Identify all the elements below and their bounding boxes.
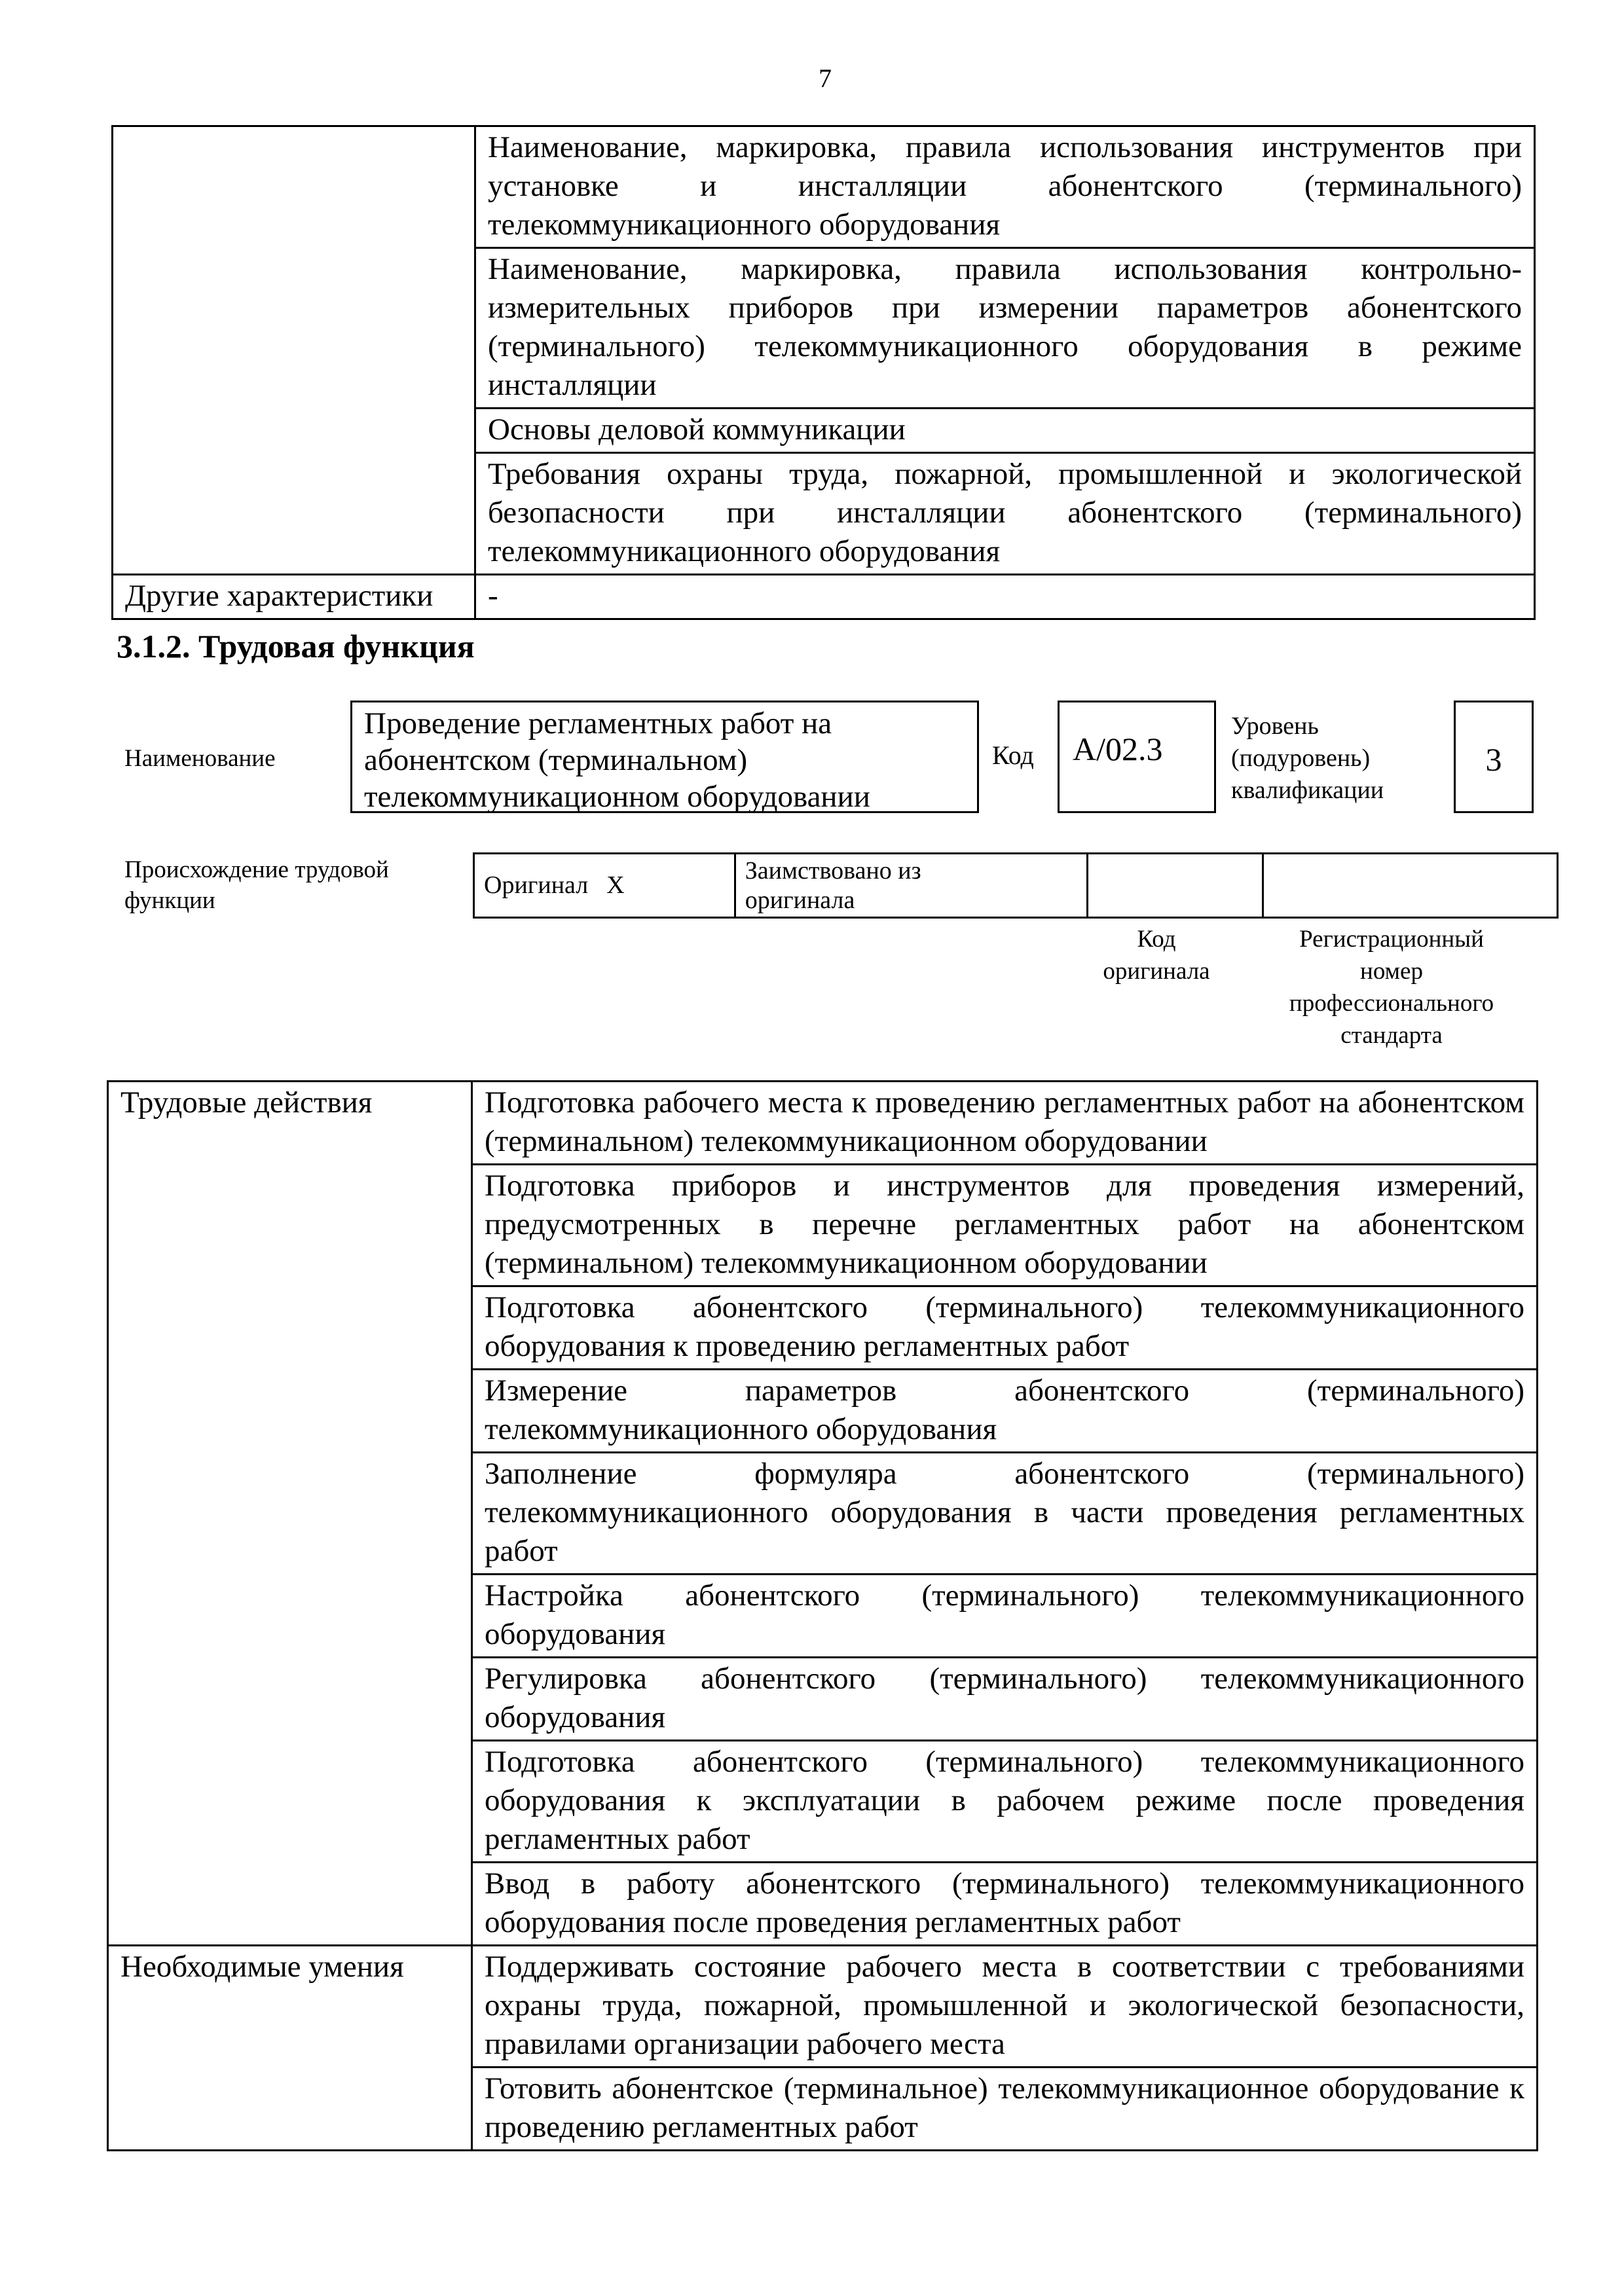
caption-line: Регистрационный (1299, 926, 1484, 953)
qualification-level-value: 3 (1454, 701, 1534, 813)
required-skills-label: Необходимые умения (108, 1946, 472, 2151)
function-name-line: телекоммуникационном оборудовании (364, 780, 870, 814)
caption-line: Код (1137, 926, 1176, 953)
origin-registration-cell (1263, 854, 1557, 918)
required-skill-item: Поддерживать состояние рабочего места в соответствии с требованиями охраны труда, пожарной, промышленной и экологической безопасности, правилами организации рабочего места (472, 1946, 1538, 2068)
other-characteristics-label: Другие характеристики (113, 575, 475, 619)
labor-action-item: Измерение параметров абонентского (терминального) телекоммуникационного оборудования (472, 1370, 1538, 1453)
labor-action-item: Регулировка абонентского (терминального) телекоммуникационного оборудования (472, 1658, 1538, 1741)
labor-action-item: Настройка абонентского (терминального) телекоммуникационного оборудования (472, 1575, 1538, 1658)
labor-action-item: Заполнение формуляра абонентского (терминального) телекоммуникационного оборудования в части проведения регламентных работ (472, 1453, 1538, 1575)
knowledge-item: Требования охраны труда, пожарной, промышленной и экологической безопасности при инсталляции абонентского (терминального) телекоммуникационного оборудования (475, 453, 1535, 575)
caption-original-code (1069, 923, 1244, 987)
table-row (108, 1946, 1538, 2068)
caption-line: стандарта (1340, 1022, 1443, 1049)
caption-line: номер (1360, 958, 1423, 985)
knowledge-table (111, 125, 1536, 620)
knowledge-item: Наименование, маркировка, правила использования инструментов при установке и инсталляции абонентского (терминального) телекоммуникационного оборудования (475, 126, 1535, 248)
knowledge-label-cell (113, 126, 475, 575)
origin-borrowed-cell (735, 854, 1087, 918)
function-name-line: абонентском (терминальном) (364, 743, 748, 777)
origin-code-cell (1087, 854, 1263, 918)
origin-borrowed-line: Заимствовано из (745, 856, 921, 884)
labor-action-item: Подготовка абонентского (терминального) телекоммуникационного оборудования к проведению регламентных работ (472, 1286, 1538, 1370)
origin-label-line: функции (124, 887, 215, 914)
qualification-level-label (1231, 710, 1384, 807)
function-name-box (350, 701, 979, 813)
qualification-level-label-line: (подуровень) (1231, 744, 1371, 772)
code-label: Код (992, 740, 1034, 770)
function-name-line: Проведение регламентных работ на (364, 706, 832, 740)
caption-line: оригинала (1103, 958, 1210, 985)
origin-mark-cell: X (597, 854, 735, 918)
other-characteristics-value: - (475, 575, 1535, 619)
origin-borrowed-line: оригинала (745, 886, 855, 914)
section-heading: 3.1.2. Трудовая функция (117, 628, 475, 665)
labor-actions-table (107, 1080, 1538, 2151)
qualification-level-label-line: квалификации (1231, 776, 1384, 804)
caption-registration-number (1244, 923, 1539, 1051)
function-name-label: Наименование (124, 745, 276, 772)
table-row (474, 854, 1558, 918)
labor-action-item: Подготовка приборов и инструментов для проведения измерений, предусмотренных в перечне регламентных работ на абонентском (терминальном) телекоммуникационном оборудовании (472, 1165, 1538, 1286)
code-value: A/02.3 (1058, 701, 1216, 813)
caption-line: профессионального (1289, 990, 1494, 1017)
knowledge-item: Основы деловой коммуникации (475, 409, 1535, 453)
labor-action-item: Ввод в работу абонентского (терминального) телекоммуникационного оборудования после проведения регламентных работ (472, 1863, 1538, 1946)
qualification-level-label-line: Уровень (1231, 712, 1319, 740)
labor-action-item: Подготовка рабочего места к проведению регламентных работ на абонентском (терминальном) телекоммуникационном оборудовании (472, 1082, 1538, 1165)
labor-action-item: Подготовка абонентского (терминального) телекоммуникационного оборудования к эксплуатации в рабочем режиме после проведения регламентных работ (472, 1741, 1538, 1863)
table-row (108, 1082, 1538, 1165)
table-row (113, 126, 1535, 248)
required-skill-item: Готовить абонентское (терминальное) телекоммуникационное оборудование к проведению регламентных работ (472, 2068, 1538, 2151)
knowledge-item: Наименование, маркировка, правила использования контрольно-измерительных приборов при измерении параметров абонентского (терминального) телекоммуникационного оборудования в режиме инсталляции (475, 248, 1535, 409)
origin-label-line: Происхождение трудовой (124, 856, 389, 883)
labor-actions-label: Трудовые действия (108, 1082, 472, 1946)
origin-label (124, 854, 389, 916)
page-number: 7 (819, 64, 832, 93)
table-row (113, 575, 1535, 619)
origin-table (473, 852, 1559, 919)
origin-original-cell: Оригинал (474, 854, 598, 918)
